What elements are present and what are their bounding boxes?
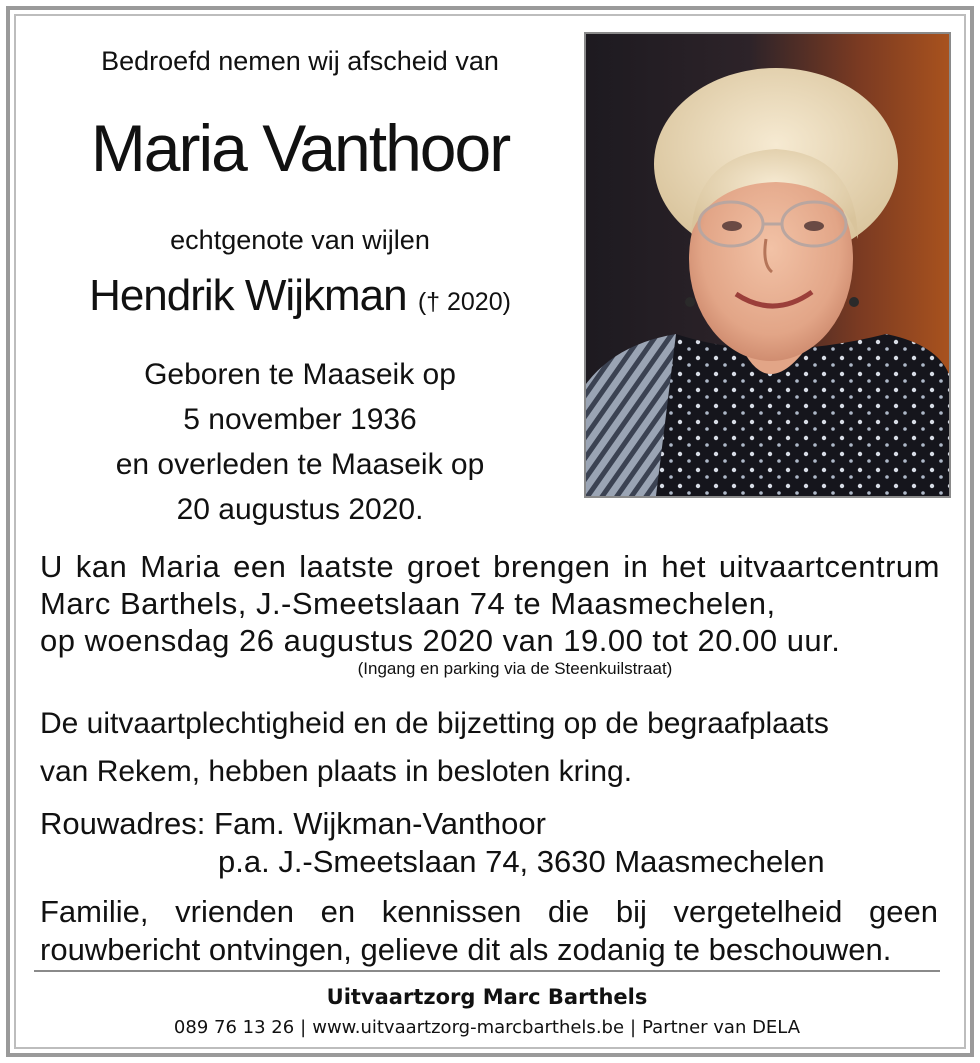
ceremony-info [40,700,829,796]
born-date: 5 november 1936 [183,403,417,436]
visitation-info [40,548,940,659]
birth-death-info [20,352,580,532]
died-line: en overleden te Maaseik op [115,448,485,481]
mourning-address-label: Rouwadres: Fam. Wijkman-Vanthoor [40,806,546,841]
spouse-line [20,268,580,330]
partner-text: Partner van DELA [642,1017,801,1038]
visitation-line-2: Marc Barthels, J.-Smeetslaan 74 te Maasmechelen, [40,586,776,621]
contact-info [34,1016,940,1040]
ceremony-line-2: van Rekem, hebben plaats in besloten kring. [40,755,633,788]
ceremony-line-1: De uitvaartplechtigheid en de bijzetting op de begraafplaats [40,707,829,740]
born-line: Geboren te Maaseik op [144,358,456,391]
died-date: 20 augustus 2020. [176,493,424,526]
intro-text: Bedroefd nemen wij afscheid van [101,46,499,76]
company-name: Uitvaartzorg Marc Barthels [326,985,648,1009]
spouse-name: Hendrik Wijkman [89,271,407,320]
portrait-photo [584,32,951,498]
spouse-death-note: († 2020) [417,288,511,316]
visitation-line-1: U kan Maria een laatste groet brengen in het uitvaartcentrum [40,549,940,584]
separator: | [300,1017,307,1038]
footer-divider [34,970,940,972]
visitation-line-3: op woensdag 26 augustus 2020 van 19.00 tot 20.00 uur. [40,623,841,658]
portrait-illustration [586,34,949,496]
deceased-name: Maria Vanthoor [90,111,510,185]
family-note [40,893,938,969]
separator: | [630,1017,637,1038]
entrance-note: (Ingang en parking via de Steenkuilstraat) [357,659,673,678]
mourning-address: p.a. J.-Smeetslaan 74, 3630 Maasmechelen [218,844,825,879]
website-link[interactable]: www.uitvaartzorg-marcbarthels.be [312,1017,625,1038]
phone-number: 089 76 13 26 [173,1017,295,1038]
family-note-line-2: rouwbericht ontvingen, gelieve dit als zodanig te beschouwen. [40,932,892,967]
spouse-label: echtgenote van wijlen [170,225,430,255]
family-note-line-1: Familie, vrienden en kennissen die bij vergetelheid geen [40,894,938,929]
